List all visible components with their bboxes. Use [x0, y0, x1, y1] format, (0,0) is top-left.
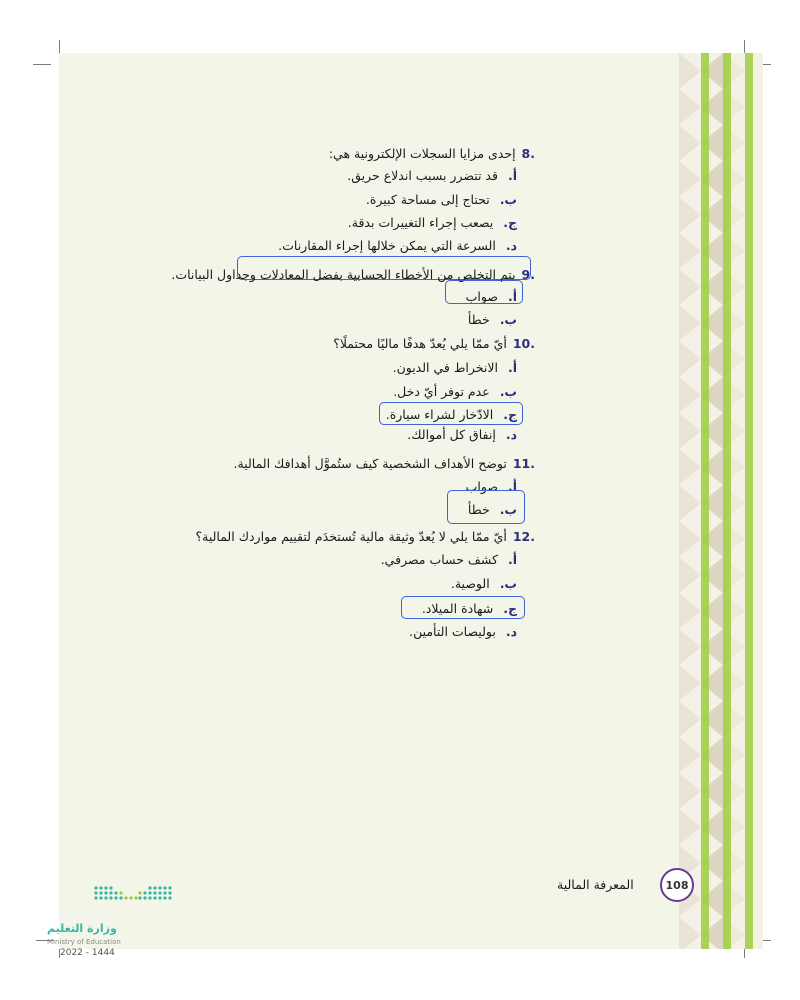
- ministry-name-arabic: وزارة التعليم: [47, 922, 117, 935]
- question-number: .8: [521, 146, 535, 161]
- ministry-logo-icon: [92, 884, 174, 914]
- answer-highlight-10: [379, 402, 523, 425]
- option-8c[interactable]: ج.يصعب إجراء التغييرات بدقة.: [347, 215, 517, 230]
- option-8b[interactable]: ب.تحتاج إلى مساحة كبيرة.: [365, 192, 517, 207]
- option-10d[interactable]: د.إنفاق كل أموالك.: [407, 427, 517, 442]
- answer-highlight-12: [401, 596, 525, 619]
- option-12b[interactable]: ب.الوصية.: [450, 576, 517, 591]
- ministry-name-english: Ministry of Education: [47, 938, 121, 946]
- footer-book-title: المعرفة المالية: [557, 877, 634, 892]
- question-11: .11توضح الأهداف الشخصية كيف ستُموَّل أهدافك المالية.: [233, 456, 535, 471]
- decorative-border: [679, 53, 763, 949]
- option-10c[interactable]: ج.الادّخار لشراء سيارة.: [385, 407, 517, 422]
- question-text: توضح الأهداف الشخصية كيف ستُموَّل أهدافك المالية.: [233, 456, 507, 471]
- question-text: أيّ ممّا يلي يُعدّ هدفًا ماليًا محتملًا؟: [333, 336, 507, 351]
- answer-highlight-11: [447, 490, 525, 524]
- option-8d[interactable]: د.السرعة التي يمكن خلالها إجراء المقارنات.: [278, 238, 517, 253]
- question-8: [329, 146, 535, 161]
- answer-highlight-9: [445, 280, 523, 304]
- option-12d[interactable]: د.بوليصات التأمين.: [409, 624, 517, 639]
- option-12c[interactable]: ج.شهادة الميلاد.: [421, 601, 517, 616]
- question-12: .12أيّ ممّا يلي لا يُعدّ وثيقة مالية تُستخدَم لتقييم مواردك المالية؟: [195, 529, 535, 544]
- question-10: .10أيّ ممّا يلي يُعدّ هدفًا ماليًا محتملًا؟: [333, 336, 535, 351]
- option-9a[interactable]: أ.صواب: [465, 289, 517, 304]
- option-12a[interactable]: أ.كشف حساب مصرفي.: [380, 552, 517, 567]
- page-background: [59, 53, 679, 949]
- question-9: .9يتم التخلص من الأخطاء الحسابية بفضل المعادلات وجداول البيانات.: [171, 267, 535, 282]
- question-text: إحدى مزايا السجلات الإلكترونية هي:: [328, 146, 516, 161]
- option-9b[interactable]: ب.خطأ: [467, 312, 517, 327]
- crop-mark: [33, 64, 51, 65]
- question-text: أيّ ممّا يلي لا يُعدّ وثيقة مالية تُستخدَم لتقييم مواردك المالية؟: [195, 529, 507, 544]
- option-11a[interactable]: أ.صواب: [465, 479, 517, 494]
- edition-year: 2022 - 1444: [60, 948, 115, 958]
- option-10a[interactable]: أ.الانخراط في الديون.: [392, 360, 517, 375]
- question-text: يتم التخلص من الأخطاء الحسابية بفضل المعادلات وجداول البيانات.: [171, 267, 516, 282]
- option-11b[interactable]: ب.خطأ: [467, 502, 517, 517]
- option-8a[interactable]: أ.قد تتضرر بسبب اندلاع حريق.: [347, 168, 517, 183]
- option-10b[interactable]: ب.عدم توفر أيّ دخل.: [393, 384, 517, 399]
- page-number: 108: [660, 868, 694, 902]
